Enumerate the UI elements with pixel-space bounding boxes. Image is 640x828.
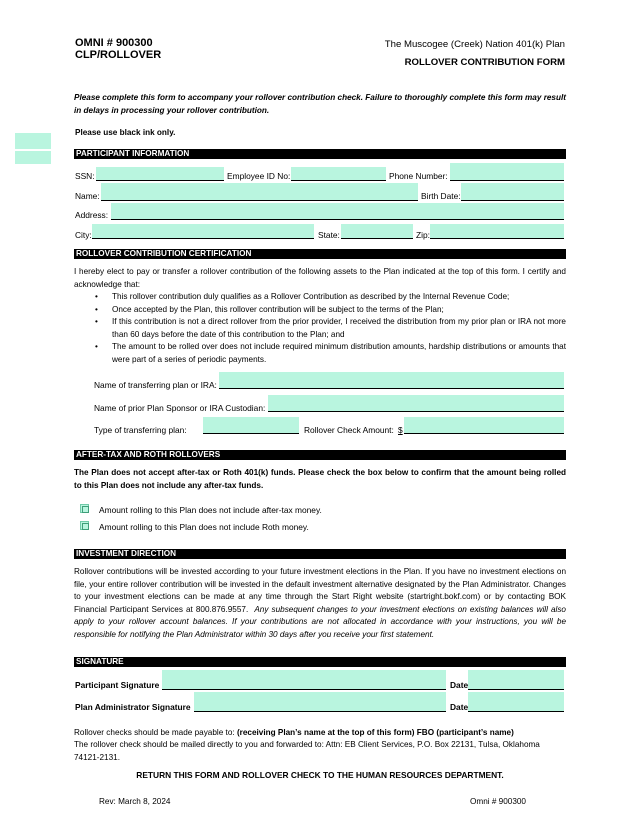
phone-field[interactable] <box>450 163 564 181</box>
section-participant-information: PARTICIPANT INFORMATION <box>74 149 566 159</box>
transferring-plan-field[interactable] <box>219 372 564 389</box>
payable-instructions <box>74 727 566 740</box>
plan-name: The Muscogee (Creek) Nation 401(k) Plan <box>384 39 565 50</box>
certification-intro: I hereby elect to pay or transfer a rollover contribution of the following assets to the Plan indicated at the top of this form. I certify and acknowledge that: <box>74 267 566 289</box>
omni-number: OMNI # 900300 <box>75 37 153 49</box>
zip-label: Zip: <box>416 230 430 240</box>
check-amount-field[interactable] <box>404 417 564 434</box>
participant-date-field[interactable] <box>468 670 564 690</box>
revision-date: Rev: March 8, 2024 <box>99 797 171 806</box>
sponsor-field[interactable] <box>268 395 564 412</box>
roth-option-label: Amount rolling to this Plan does not include Roth money. <box>99 522 309 532</box>
ssn-label: SSN: <box>75 171 95 181</box>
plan-type-label: Type of transferring plan: <box>94 425 187 435</box>
address-label: Address: <box>75 210 109 220</box>
zip-field[interactable] <box>430 224 564 239</box>
roth-checkbox[interactable] <box>80 521 89 530</box>
investment-text-normal: Rollover contributions will be invested according to your future investment elections in the Plan. If you have no investment elections on file, your entire rollover contribution will be invested in the default investment alternative designated by the Plan Administrator. Changes to your investment elections can be made at any time through the Start Right website (startright.bokf.com) or by contacting BOK Financial Participant Services at 800.876.9557. <box>74 567 566 614</box>
certification-text <box>74 266 566 366</box>
participant-signature-label: Participant Signature <box>75 680 160 690</box>
certification-list <box>74 291 566 366</box>
intro-warning: Please complete this form to accompany your rollover contribution check. Failure to thoroughly complete this form may result in delays in processing your rollover contribution. <box>74 93 566 115</box>
ssn-field[interactable] <box>96 167 224 181</box>
after-tax-checkbox[interactable] <box>80 504 89 513</box>
footer-omni-number: Omni # 900300 <box>470 797 526 806</box>
admin-date-field[interactable] <box>468 692 564 712</box>
return-note: RETURN THIS FORM AND ROLLOVER CHECK TO THE HUMAN RESOURCES DEPARTMENT. <box>136 770 504 780</box>
admin-signature-field[interactable] <box>194 692 446 712</box>
sponsor-label: Name of prior Plan Sponsor or IRA Custodian: <box>94 403 266 413</box>
certification-bullet: • Once accepted by the Plan, this rollover contribution will be subject to the terms of the Plan; <box>112 304 566 317</box>
employee-id-field[interactable] <box>291 167 386 181</box>
name-label: Name: <box>75 191 100 201</box>
phone-label: Phone Number: <box>389 171 448 181</box>
section-after-tax-roth: AFTER-TAX AND ROTH ROLLOVERS <box>74 450 566 460</box>
certification-bullet: • The amount to be rolled over does not include required minimum distribution amounts, hardship distributions or amounts that were part of a series of periodic payments. <box>112 341 566 366</box>
admin-date-label: Date <box>450 702 469 712</box>
employee-id-label: Employee ID No: <box>227 171 291 181</box>
section-rollover-certification: ROLLOVER CONTRIBUTION CERTIFICATION <box>74 249 566 259</box>
check-amount-label: Rollover Check Amount: <box>304 425 394 435</box>
participant-signature-field[interactable] <box>162 670 446 690</box>
address-field[interactable] <box>111 203 564 220</box>
margin-decoration-bottom <box>15 151 51 164</box>
investment-text <box>74 566 566 641</box>
payable-to: (receiving Plan’s name at the top of this form) FBO (participant’s name) <box>236 728 514 737</box>
investment-text-italic: Any subsequent changes to your investment elections on existing balances will also apply to your rollover account balances. If your contributions are not allocated in accordance with your instructions, you will be responsible for notifying the Plan Administrator within 30 days after you receive your first statement. <box>74 604 566 639</box>
city-label: City: <box>75 230 92 240</box>
state-field[interactable] <box>341 224 413 239</box>
plan-type-field[interactable] <box>203 417 299 434</box>
after-tax-option-label: Amount rolling to this Plan does not include after-tax money. <box>99 505 322 515</box>
city-field[interactable] <box>92 224 314 239</box>
ink-note: Please use black ink only. <box>75 128 176 137</box>
transferring-plan-label: Name of transferring plan or IRA: <box>94 380 217 390</box>
after-tax-notice: The Plan does not accept after-tax or Roth 401(k) funds. Please check the box below to confirm that the amount being rolled to this Plan does not include any after-tax funds. <box>74 468 566 490</box>
section-investment-direction: INVESTMENT DIRECTION <box>74 549 566 559</box>
birth-date-label: Birth Date: <box>421 191 461 201</box>
state-label: State: <box>318 230 340 240</box>
participant-date-label: Date <box>450 680 469 690</box>
name-field[interactable] <box>101 183 418 201</box>
form-title: ROLLOVER CONTRIBUTION FORM <box>404 57 565 68</box>
section-signature: SIGNATURE <box>74 657 566 667</box>
currency-symbol: $ <box>398 425 403 435</box>
birth-date-field[interactable] <box>461 183 564 201</box>
margin-decoration-top <box>15 133 51 149</box>
admin-signature-label: Plan Administrator Signature <box>75 702 191 712</box>
certification-bullet: • If this contribution is not a direct rollover from the prior provider, I received the distribution from my prior plan or IRA not more than 60 days before the date of this contribution to the Plan; and <box>112 316 566 341</box>
mailing-instructions: The rollover check should be mailed directly to you and forwarded to: Attn: EB Client Services, P.O. Box 22131, Tulsa, Oklahoma 74121-2131. <box>74 740 540 762</box>
payable-prefix: Rollover checks should be made payable to: <box>74 728 237 737</box>
clp-rollover: CLP/ROLLOVER <box>75 49 162 61</box>
certification-bullet: • This rollover contribution duly qualifies as a Rollover Contribution as described by the Internal Revenue Code; <box>112 291 566 304</box>
